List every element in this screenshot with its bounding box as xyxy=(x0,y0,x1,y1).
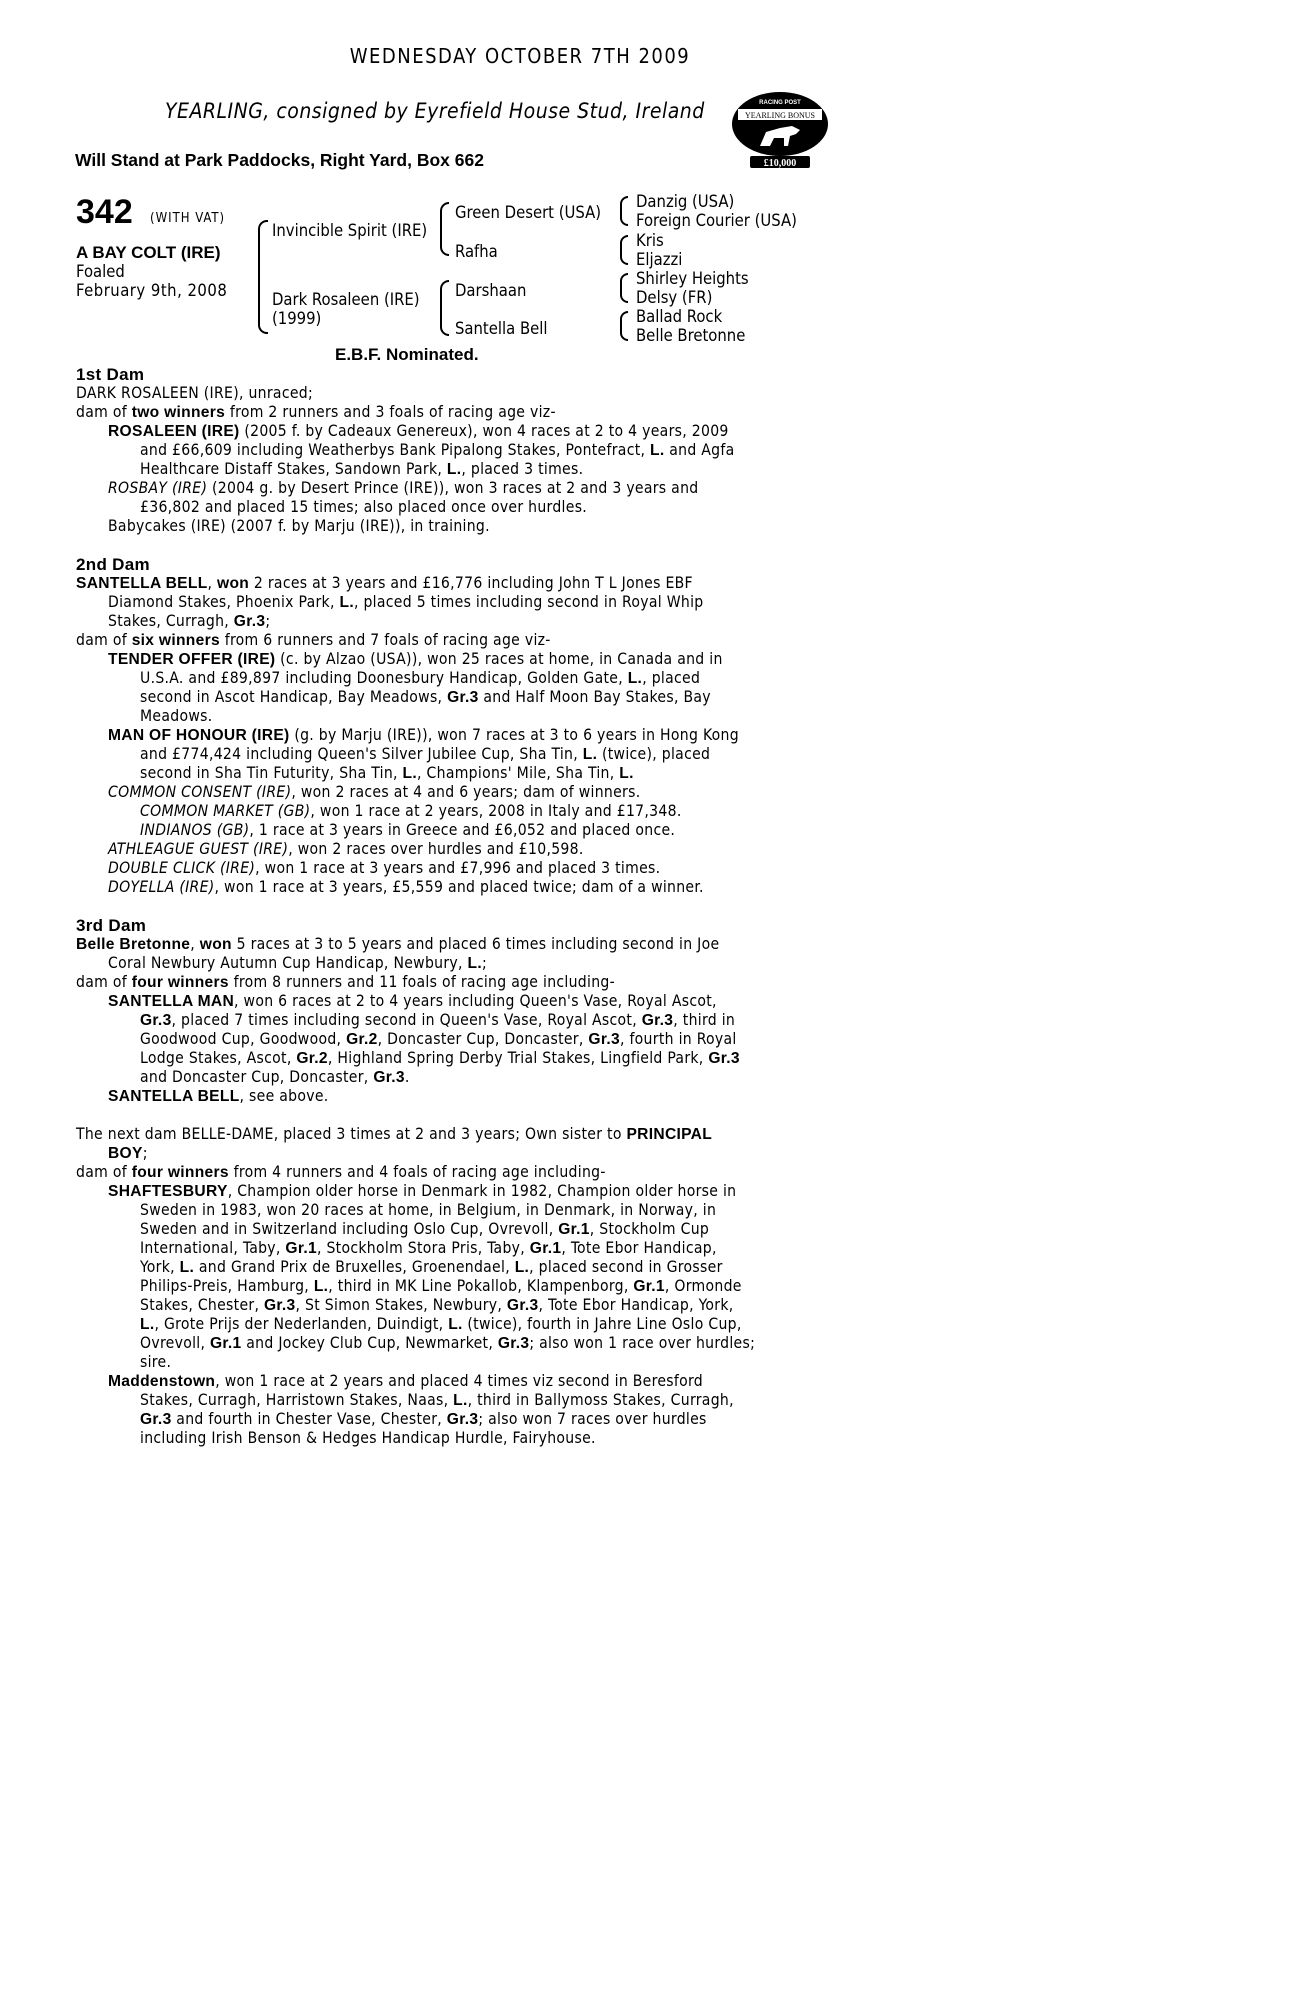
yearling-bonus-logo xyxy=(730,90,830,170)
foaled-date: February 9th, 2008 xyxy=(76,281,228,300)
ebf-nominated: E.B.F. Nominated. xyxy=(335,345,479,364)
stand-location: Will Stand at Park Paddocks, Right Yard, Box 662 xyxy=(75,150,484,170)
progeny-entry: SANTELLA MAN, won 6 races at 2 to 4 years including Queen's Vase, Royal Ascot, Gr.3, placed 7 times including second in Queen's Vase, Royal Ascot, Gr.3, third in Goodwood Cup, Goodwood, Gr.2, Doncaster Cup, Doncaster, Gr.3, fourth in Royal Lodge Stakes, Ascot, Gr.2, Highland Spring Derby Trial Stakes, Lingfield Park, Gr.3 and Doncaster Cup, Doncaster, Gr.3. xyxy=(108,992,740,1086)
pedigree-g1: Danzig (USA) xyxy=(636,192,735,211)
svg-text:£10,000: £10,000 xyxy=(763,158,797,169)
first-dam-produce-summary: dam of two winners from 2 runners and 3 foals of racing age viz- xyxy=(76,403,556,421)
grand-progeny-entry: INDIANOS (GB), 1 race at 3 years in Greece and £6,052 and placed once. xyxy=(140,821,676,839)
catalogue-body xyxy=(76,365,756,1448)
next-dam-produce-summary: dam of four winners from 4 runners and 4 foals of racing age including- xyxy=(76,1163,606,1181)
lot-number: 342 xyxy=(76,193,133,231)
consignment-line: YEARLING, consigned by Eyrefield House Stud, Ireland xyxy=(165,99,705,123)
pedigree-g7: Ballad Rock xyxy=(636,307,723,326)
next-dam-record: The next dam BELLE-DAME, placed 3 times at 2 and 3 years; Own sister to PRINCIPAL BOY; xyxy=(76,1125,712,1162)
second-dam-record: SANTELLA BELL, won 2 races at 3 years and £16,776 including John T L Jones EBF Diamond Stakes, Phoenix Park, L., placed 5 times including second in Royal Whip Stakes, Curragh, Gr.3; xyxy=(76,574,704,630)
pedigree-brace xyxy=(440,280,449,336)
progeny-entry: ROSALEEN (IRE) (2005 f. by Cadeaux Genereux), won 4 races at 2 to 4 years, 2009 and £66,609 including Weatherbys Bank Pipalong Stakes, Pontefract, L. and Agfa Healthcare Distaff Stakes, Sandown Park, L., placed 3 times. xyxy=(108,422,735,478)
second-dam-produce-summary: dam of six winners from 6 runners and 7 foals of racing age viz- xyxy=(76,631,551,649)
svg-text:RACING POST: RACING POST xyxy=(759,100,801,106)
sale-date: WEDNESDAY OCTOBER 7TH 2009 xyxy=(349,44,691,68)
lot-name: A BAY COLT (IRE) xyxy=(76,243,221,262)
pedigree-dam-sire: Darshaan xyxy=(455,281,527,300)
foaled-label: Foaled xyxy=(76,262,125,281)
pedigree-brace xyxy=(620,235,628,265)
pedigree-brace xyxy=(620,273,628,303)
pedigree-brace xyxy=(440,202,449,256)
progeny-entry: DOUBLE CLICK (IRE), won 1 race at 3 years and £7,996 and placed 3 times. xyxy=(108,859,661,877)
pedigree-brace xyxy=(620,196,628,226)
pedigree-sire-dam: Rafha xyxy=(455,242,498,261)
pedigree-dam-dam: Santella Bell xyxy=(455,319,548,338)
pedigree-dam-year: (1999) xyxy=(272,309,322,328)
lot-vat: (WITH VAT) xyxy=(150,211,226,226)
progeny-entry: ATHLEAGUE GUEST (IRE), won 2 races over hurdles and £10,598. xyxy=(108,840,584,858)
progeny-entry: DOYELLA (IRE), won 1 race at 3 years, £5,559 and placed twice; dam of a winner. xyxy=(108,878,704,896)
pedigree-dam: Dark Rosaleen (IRE) xyxy=(272,290,420,309)
pedigree-g2: Foreign Courier (USA) xyxy=(636,211,797,230)
progeny-entry: TENDER OFFER (IRE) (c. by Alzao (USA)), won 25 races at home, in Canada and in U.S.A. and £89,897 including Doonesbury Handicap, Golden Gate, L., placed second in Ascot Handicap, Bay Meadows, Gr.3 and Half Moon Bay Stakes, Bay Meadows. xyxy=(108,650,723,725)
progeny-entry: SHAFTESBURY, Champion older horse in Denmark in 1982, Champion older horse in Sweden in 1983, won 20 races at home, in Belgium, in Denmark, in Norway, in Sweden and in Switzerland including Oslo Cup, Ovrevoll, Gr.1, Stockholm Cup International, Taby, Gr.1, Stockholm Stora Pris, Taby, Gr.1, Tote Ebor Handicap, York, L. and Grand Prix de Bruxelles, Groenendael, L., placed second in Grosser Philips-Preis, Hamburg, L., third in MK Line Pokallob, Klampenborg, Gr.1, Ormonde Stakes, Chester, Gr.3, St Simon Stakes, Newbury, Gr.3, Tote Ebor Handicap, York, L., Grote Prijs der Nederlanden, Duindigt, L. (twice), fourth in Jahre Line Oslo Cup, Ovrevoll, Gr.1 and Jockey Club Cup, Newmarket, Gr.3; also won 1 race over hurdles; sire. xyxy=(108,1182,756,1371)
first-dam-line: DARK ROSALEEN (IRE), unraced; xyxy=(76,384,314,402)
pedigree-brace xyxy=(258,220,268,334)
first-dam-title: 1st Dam xyxy=(76,365,145,384)
pedigree-g8: Belle Bretonne xyxy=(636,326,746,345)
progeny-entry: SANTELLA BELL, see above. xyxy=(108,1087,329,1105)
progeny-entry: Maddenstown, won 1 race at 2 years and placed 4 times viz second in Beresford Stakes, Curragh, Harristown Stakes, Naas, L., third in Ballymoss Stakes, Curragh, Gr.3 and fourth in Chester Vase, Chester, Gr.3; also won 7 races over hurdles including Irish Benson & Hedges Handicap Hurdle, Fairyhouse. xyxy=(108,1372,734,1447)
second-dam-title: 2nd Dam xyxy=(76,555,150,574)
pedigree-g4: Eljazzi xyxy=(636,250,683,269)
third-dam-produce-summary: dam of four winners from 8 runners and 11 foals of racing age including- xyxy=(76,973,615,991)
pedigree-g6: Delsy (FR) xyxy=(636,288,713,307)
progeny-entry: COMMON CONSENT (IRE), won 2 races at 4 and 6 years; dam of winners. xyxy=(108,783,641,801)
progeny-entry: MAN OF HONOUR (IRE) (g. by Marju (IRE)), won 7 races at 3 to 6 years in Hong Kong and £774,424 including Queen's Silver Jubilee Cup, Sha Tin, L. (twice), placed second in Sha Tin Futurity, Sha Tin, L., Champions' Mile, Sha Tin, L. xyxy=(108,726,739,782)
pedigree-g3: Kris xyxy=(636,231,664,250)
grand-progeny-entry: COMMON MARKET (GB), won 1 race at 2 years, 2008 in Italy and £17,348. xyxy=(140,802,682,820)
progeny-entry: ROSBAY (IRE) (2004 g. by Desert Prince (IRE)), won 3 races at 2 and 3 years and £36,802 and placed 15 times; also placed once over hurdles. xyxy=(108,479,699,516)
pedigree-sire: Invincible Spirit (IRE) xyxy=(272,221,428,240)
third-dam-title: 3rd Dam xyxy=(76,916,147,935)
progeny-entry: Babycakes (IRE) (2007 f. by Marju (IRE)), in training. xyxy=(108,517,490,535)
pedigree-g5: Shirley Heights xyxy=(636,269,749,288)
pedigree-sire-sire: Green Desert (USA) xyxy=(455,203,602,222)
third-dam-record: Belle Bretonne, won 5 races at 3 to 5 years and placed 6 times including second in Joe Coral Newbury Autumn Cup Handicap, Newbury, L.; xyxy=(76,935,720,972)
pedigree-brace xyxy=(620,311,628,341)
svg-text:YEARLING BONUS: YEARLING BONUS xyxy=(745,111,815,120)
